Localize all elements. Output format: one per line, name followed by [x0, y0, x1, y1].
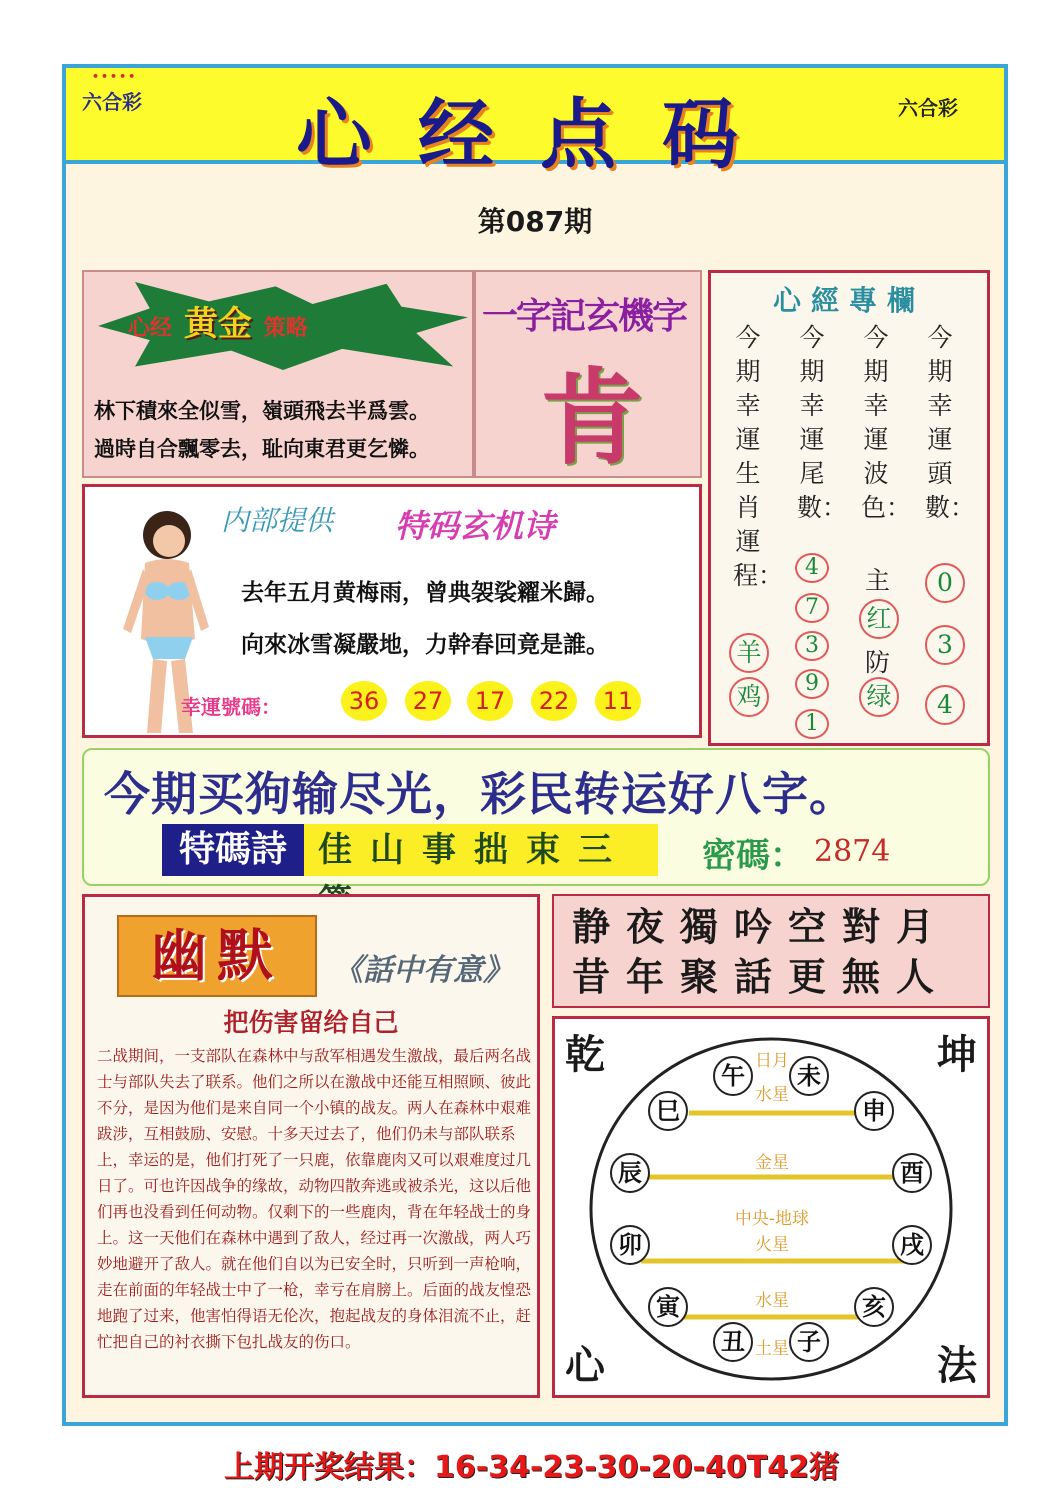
- issue-number: 第087期: [477, 205, 593, 238]
- gold-poem-line: 過時自合飄零去，耻向東君更乞憐。: [94, 436, 430, 461]
- couplet: [572, 902, 950, 1002]
- color-main: 红: [859, 599, 899, 639]
- tail-number: 3: [795, 631, 829, 661]
- heart-sutra-column: [708, 270, 990, 746]
- lucky-numbers-label: 幸運號碼：: [181, 695, 281, 719]
- branch-character: 辰: [610, 1153, 650, 1193]
- lucky-number: 22: [531, 681, 577, 721]
- special-code-poem-box: [82, 484, 702, 738]
- humor-subtitle: 《話中有意》: [333, 953, 513, 988]
- last-draw-result: 上期开奖结果：16-34-23-30-20-40T42猪: [224, 1450, 839, 1485]
- page-title: 心经点码: [296, 90, 784, 179]
- column-head-label: 今期幸運頭數：: [925, 323, 976, 522]
- zodiac-pick: 羊: [729, 633, 769, 673]
- planet-label: 土星: [755, 1339, 789, 1359]
- poem-line: 去年五月黄梅雨，曾典袈裟糴米歸。: [241, 579, 609, 606]
- special-poem-label: 特碼詩: [162, 824, 304, 876]
- corner-top-right: 坤: [937, 1031, 977, 1078]
- humor-title: 把伤害留给自己: [223, 1008, 399, 1037]
- tail-number: 9: [795, 669, 829, 699]
- poem-title: 特码玄机诗: [395, 507, 556, 545]
- planet-label: 日月: [755, 1051, 789, 1071]
- logo-left: ••••• 六合彩: [82, 70, 142, 114]
- gold-strategy-label: 心经 黄金 策略: [128, 304, 308, 344]
- branch-character: 卯: [610, 1225, 650, 1265]
- humor-story: 二战期间，一支部队在森林中与敌军相遇发生激战，最后两名战士与部队失去了联系。他们之所以在激战中还能互相照顾、彼此不分，是因为他们是来自同一个小镇的战友。两人在森林中艰难跋涉，互相鼓励、安慰。十多天过去了，他们仍未与部队联系上，幸运的是，他们打死了一只鹿，依靠鹿肉又可以艰难度过几日了。可也许因战争的缘故，动物四散奔逃或被杀光，这以后他们再也没看到任何动物。仅剩下的一些鹿肉，背在年轻战士的身上。这一天他们在森林中遇到了敌人，经过再一次激战，两人巧妙地避开了敌人。就在他们自以为已安全时，只听到一声枪响，走在前面的年轻战士中了一枪，幸亏在肩膀上。后面的战友惶恐地跑了过来，他害怕得语无伦次，抱起战友的身体泪流不止，赶忙把自己的衬衣撕下包扎战友的伤口。: [97, 1047, 532, 1351]
- tail-number: 7: [795, 593, 829, 623]
- page-frame: [62, 64, 1008, 1426]
- head-number: 4: [925, 685, 965, 725]
- branch-character: 未: [789, 1056, 829, 1096]
- gold-poem: [94, 392, 466, 468]
- poem-source: 内部提供: [221, 504, 334, 537]
- lucky-number: 11: [595, 681, 641, 721]
- branch-dial-box: [552, 1016, 990, 1398]
- color-main-label: 主: [865, 566, 891, 595]
- branch-character: 亥: [854, 1287, 894, 1327]
- branch-character: 丑: [713, 1322, 753, 1362]
- gold-poem-line: 林下積來全似雪，嶺頭飛去半爲雲。: [94, 398, 430, 423]
- planet-label: 金星: [755, 1153, 789, 1173]
- slogan-band: [82, 748, 990, 886]
- branch-character: 申: [854, 1091, 894, 1131]
- color-guard-label: 防: [865, 648, 891, 677]
- corner-bottom-right: 法: [937, 1342, 977, 1389]
- planet-label: 水星: [755, 1085, 789, 1105]
- code-label: 密碼：: [702, 836, 804, 876]
- column-zodiac-label: 今期幸運生肖運程：: [733, 323, 784, 590]
- poem-text: [241, 567, 609, 671]
- humor-box: [82, 894, 540, 1398]
- couplet-line: 静夜獨吟空對月: [572, 904, 951, 949]
- branch-character: 酉: [892, 1153, 932, 1193]
- planet-label: 火星: [755, 1235, 789, 1255]
- slogan: 今期买狗输尽光，彩民转运好八字。: [104, 767, 856, 821]
- poem-line: 向來冰雪凝嚴地，力幹春回竟是誰。: [241, 631, 609, 658]
- planet-label: 中央-地球: [734, 1209, 810, 1229]
- mystic-character: 肯: [540, 356, 645, 479]
- humor-logo: 幽默: [117, 915, 317, 997]
- head-number: 0: [925, 563, 965, 603]
- branch-character: 子: [789, 1322, 829, 1362]
- corner-top-left: 乾: [565, 1031, 605, 1078]
- mystic-label: 一字記玄機字: [482, 295, 687, 337]
- mystic-character-box: [474, 270, 702, 478]
- column-color-label: 今期幸運波色：: [861, 323, 912, 522]
- branch-character: 午: [713, 1056, 753, 1096]
- code-value: 2874: [814, 834, 891, 869]
- color-guard: 绿: [859, 677, 899, 717]
- tail-number: 1: [795, 709, 829, 739]
- tail-number: 4: [795, 553, 829, 583]
- lucky-number: 17: [467, 681, 513, 721]
- logo-right: 六合彩: [898, 96, 958, 120]
- column-tail-label: 今期幸運尾數：: [797, 323, 848, 522]
- corner-bottom-left: 心: [565, 1342, 605, 1389]
- couplet-box: [552, 894, 990, 1008]
- zodiac-pick: 鸡: [729, 677, 769, 717]
- special-poem: 佳山事拙束三: [304, 824, 658, 876]
- planet-label: 水星: [755, 1291, 789, 1311]
- lucky-number: 27: [405, 681, 451, 721]
- couplet-line: 昔年聚話更無人: [572, 954, 951, 999]
- branch-character: 寅: [648, 1287, 688, 1327]
- head-number: 3: [925, 625, 965, 665]
- logo-sparkle-icon: •••••: [92, 70, 138, 83]
- branch-character: 戌: [892, 1225, 932, 1265]
- header: [66, 68, 1004, 179]
- gold-strategy-box: [82, 270, 474, 478]
- column-title: 心經專欄: [772, 284, 925, 317]
- branch-character: 巳: [648, 1091, 688, 1131]
- lucky-number: 36: [341, 681, 387, 721]
